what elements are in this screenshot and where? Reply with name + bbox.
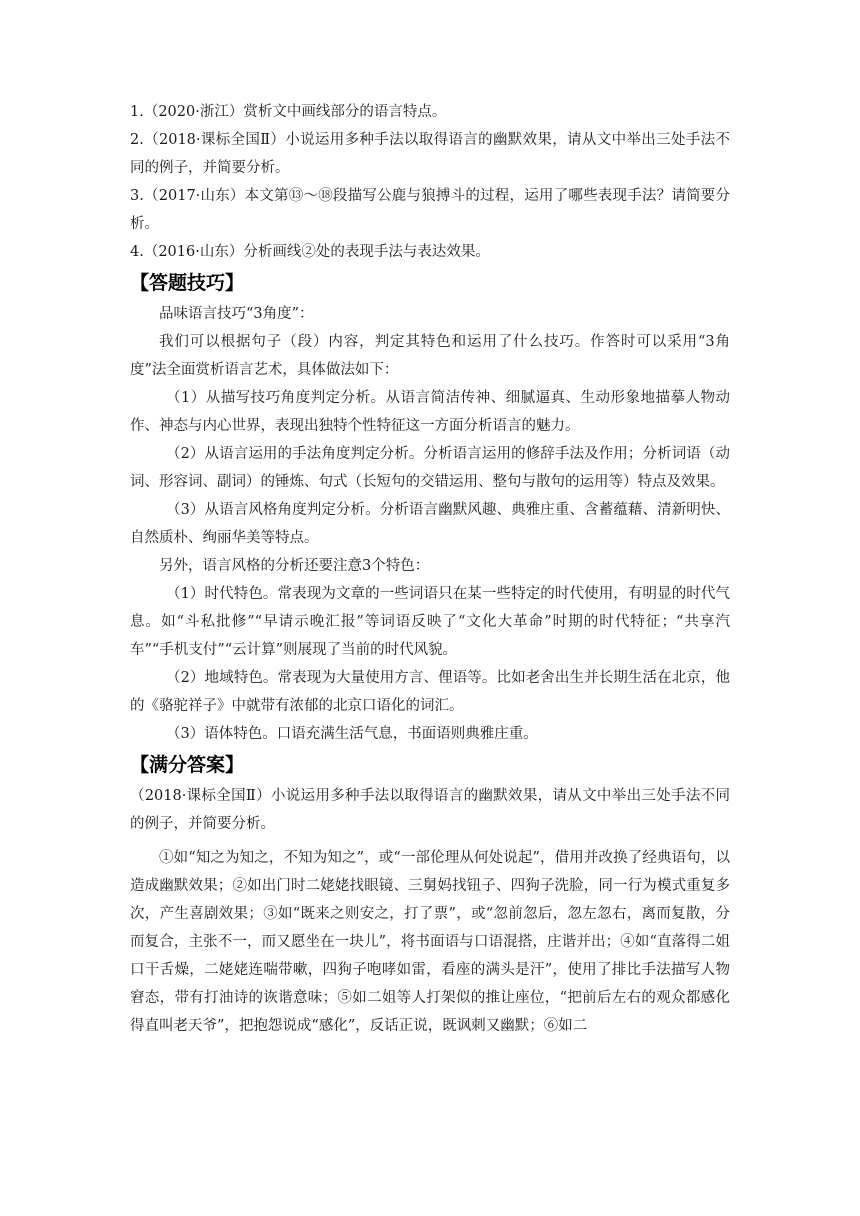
question-2: 2.（2018·课标全国Ⅱ）小说运用多种手法以取得语言的幽默效果，请从文中举出三处手法不同的例子，并简要分析。 <box>130 132 730 176</box>
skills-intro: 我们可以根据句子（段）内容，判定其特色和运用了什么技巧。作答时可以采用“3角度”法全面赏析语言艺术，具体做法如下： <box>130 334 730 378</box>
skills-heading: 【答题技巧】 <box>130 272 245 294</box>
skills-extra-intro: 另外，语言风格的分析还要注意3个特色： <box>159 558 430 574</box>
skills-extra-item-2: （2）地域特色。常表现为大量使用方言、俚语等。比如老舍出生并长期生活在北京，他的《骆驼祥子》中就带有浓郁的北京口语化的词汇。 <box>130 670 730 714</box>
skills-extra-item-3: （3）语体特色。口语充满生活气息，书面语则典雅庄重。 <box>166 726 538 742</box>
answer-question: （2018·课标全国Ⅱ）小说运用多种手法以取得语言的幽默效果，请从文中举出三处手法不同的例子，并简要分析。 <box>130 788 730 832</box>
skills-item-1: （1）从描写技巧角度判定分析。从语言简洁传神、细腻逼真、生动形象地描摹人物动作、神态与内心世界，表现出独特个性特征这一方面分析语言的魅力。 <box>130 390 730 434</box>
question-3: 3.（2017·山东）本文第⑬～⑱段描写公鹿与狼搏斗的过程，运用了哪些表现手法？请简要分析。 <box>130 188 730 232</box>
question-4: 4.（2016·山东）分析画线②处的表现手法与表达效果。 <box>130 244 490 260</box>
skills-extra-item-1: （1）时代特色。常表现为文章的一些词语只在某一些特定的时代使用，有明显的时代气息。如“斗私批修”“早请示晚汇报”等词语反映了“文化大革命”时期的时代特征；“共享汽车”“手机支付”“云计算”则展现了当前的时代风貌。 <box>130 586 730 658</box>
skills-title: 品味语言技巧“3角度”： <box>159 306 314 322</box>
document-content <box>130 98 730 1040</box>
answer-body: ①如“知之为知之，不知为知之”，或“一部伦理从何处说起”，借用并改换了经典语句，以造成幽默效果；②如出门时二姥姥找眼镜、三舅妈找钮子、四狗子洗脸，同一行为模式重复多次，产生喜剧效果；③如“既来之则安之，打了票”，或“忽前忽后，忽左忽右，离而复散，分而复合，主张不一，而又愿坐在一块儿”，将书面语与口语混搭，庄谐并出；④如“直落得二姐口干舌燥，二姥姥连喘带嗽，四狗子咆哮如雷，看座的满头是汗”，使用了排比手法描写人物窘态，带有打油诗的诙谐意味；⑤如二姐等人打架似的推让座位，“把前后左右的观众都感化得直叫老天爷”，把抱怨说成“感化”，反话正说，既讽刺又幽默；⑥如二 <box>130 850 730 1034</box>
question-1: 1.（2020·浙江）赏析文中画线部分的语言特点。 <box>130 104 447 120</box>
skills-item-3: （3）从语言风格角度判定分析。分析语言幽默风趣、典雅庄重、含蓄蕴藉、清新明快、自然质朴、绚丽华美等特点。 <box>130 502 730 546</box>
skills-item-2: （2）从语言运用的手法角度判定分析。分析语言运用的修辞手法及作用；分析词语（动词、形容词、副词）的锤炼、句式（长短句的交错运用、整句与散句的运用等）特点及效果。 <box>130 446 730 490</box>
answer-heading: 【满分答案】 <box>130 754 245 776</box>
